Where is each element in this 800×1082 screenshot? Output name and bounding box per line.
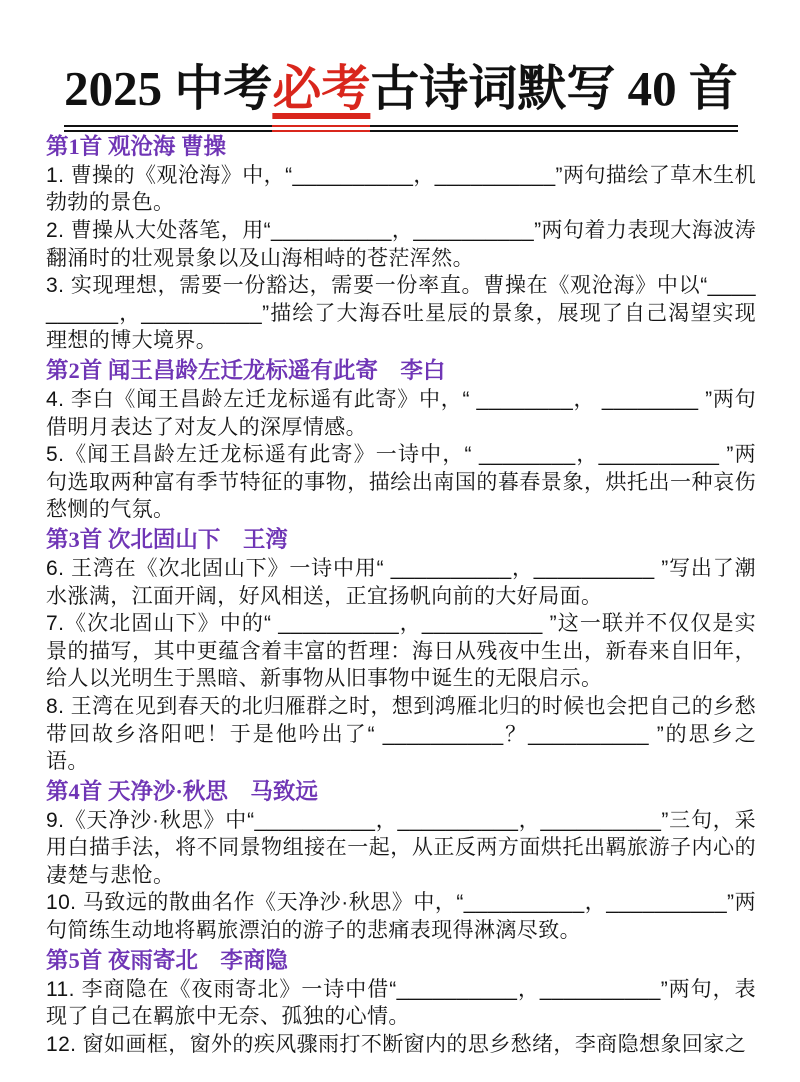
title-highlight: 必考 [272,61,370,132]
section-header-poem-2: 第2首 闻王昌龄左迁龙标遥有此寄 李白 [46,357,446,383]
question-item-2: 2. 曹操从大处落笔，用“__________，__________”两句着力表现大海波涛翻涌时的壮观景象以及山海相峙的苍茫浑然。 [46,219,756,270]
question-item-3: 3. 实现理想，需要一份豁达，需要一份率直。曹操在《观沧海》中以“__________，__________”描绘了大海吞吐星辰的景象，展现了自己渴望实现理想的博大境界。 [46,274,756,353]
title-suffix: 古诗词默写 40 首 [370,61,738,132]
section-poem-4 [46,779,756,945]
question-item-5: 5.《闻王昌龄左迁龙标遥有此寄》一诗中，“ ________，__________ ”两句选取两种富有季节特征的事物，描绘出南国的暮春景象，烘托出一种哀伤愁恻的气氛。 [46,443,756,522]
question-item-12: 12. 窗如画框，窗外的疾风骤雨打不断窗内的思乡愁绪，李商隐想象回家之 [46,1032,747,1056]
question-item-10: 10. 马致远的散曲名作《天净沙·秋思》中，“__________，__________”两句简练生动地将羁旅漂泊的游子的悲痛表现得淋漓尽致。 [46,891,756,943]
question-item-6: 6. 王湾在《次北固山下》一诗中用“ __________，__________ ”写出了潮水涨满，江面开阔，好风相送，正宜扬帆向前的大好局面。 [46,556,756,608]
question-item-8: 8. 王湾在见到春天的北归雁群之时，想到鸿雁北归的时候也会把自己的乡愁带回故乡洛阳吧！于是他吟出了“ __________？__________ ”的思乡之语。 [46,694,756,774]
question-item-9: 9.《天净沙·秋思》中“__________，__________，__________”三句，采用白描手法，将不同景物组接在一起，从正反两方面烘托出羁旅游子内心的凄楚与悲怆。 [46,808,756,887]
section-poem-2 [46,358,756,524]
question-item-1: 1. 曹操的《观沧海》中，“__________，__________”两句描绘了草木生机勃勃的景色。 [46,163,756,215]
question-item-4: 4. 李白《闻王昌龄左迁龙标遥有此寄》中，“ ________， ________ ”两句借明月表达了对友人的深厚情感。 [46,387,756,439]
section-poem-3 [46,527,756,776]
question-item-7: 7.《次北固山下》中的“ __________，__________ ”这一联并不仅仅是实景的描写，其中更蕴含着丰富的哲理：海日从残夜中生出，新春来自旧年，给人以光明生于黑暗、新事物从旧事物中诞生的无限启示。 [46,612,756,691]
section-header-poem-5: 第5首 夜雨寄北 李商隐 [46,947,288,973]
page-title [46,60,756,118]
section-header-poem-4: 第4首 天净沙·秋思 马致远 [46,778,318,804]
section-poem-1 [46,134,756,355]
section-header-poem-1: 第1首 观沧海 曹操 [46,133,227,159]
section-header-poem-3: 第3首 次北固山下 王湾 [46,526,288,552]
question-item-11: 11. 李商隐在《夜雨寄北》一诗中借“__________，__________”两句，表现了自己在羁旅中无奈、孤独的心情。 [46,977,756,1029]
title-prefix: 2025 中考 [64,61,272,132]
section-poem-5 [46,948,756,1059]
